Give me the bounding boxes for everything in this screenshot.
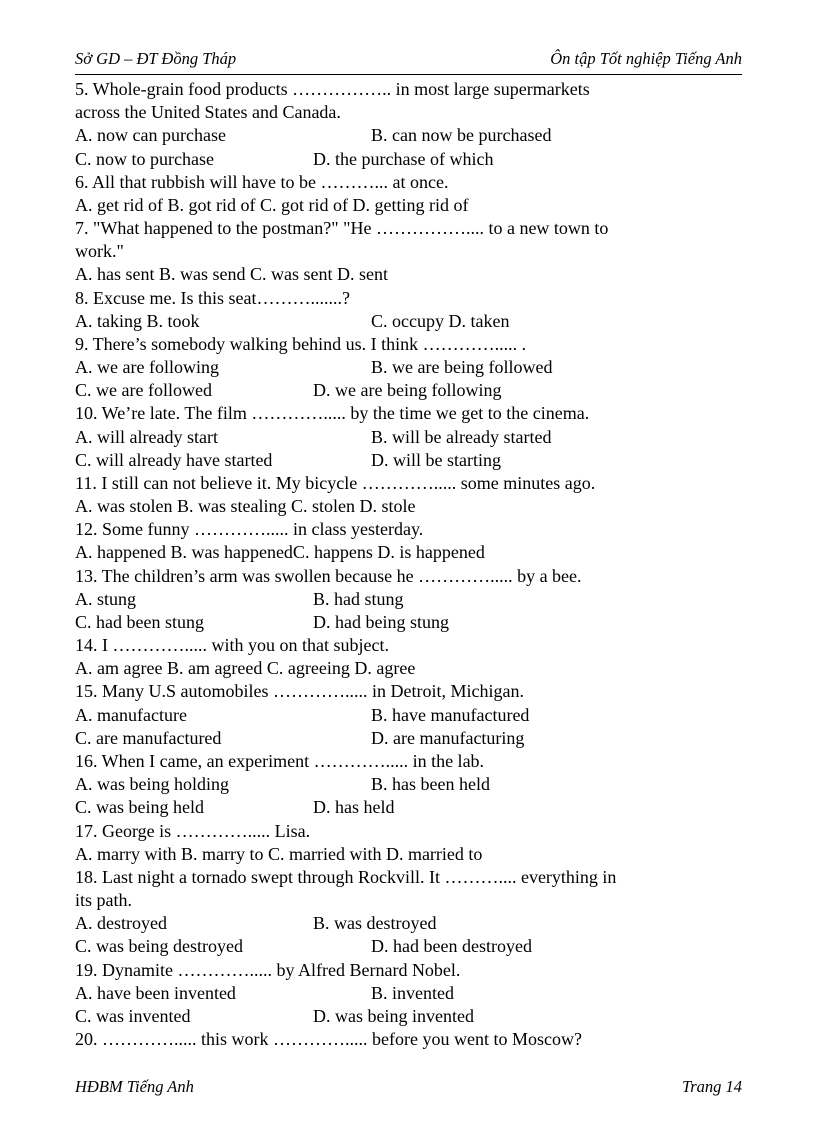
line-text: 9. There’s somebody walking behind us. I think …………..... . — [75, 333, 527, 354]
option-line — [75, 773, 745, 796]
line-text: A. manufacture — [75, 704, 187, 725]
text-line — [75, 194, 745, 217]
option-line — [75, 148, 745, 171]
option-line — [75, 982, 745, 1005]
line-text-col2: D. had been destroyed — [371, 936, 532, 957]
footer-left: HĐBM Tiếng Anh — [75, 1077, 194, 1096]
option-line — [75, 379, 745, 402]
option-line — [75, 727, 745, 750]
option-line — [75, 912, 745, 935]
option-line — [75, 796, 745, 819]
text-line — [75, 565, 745, 588]
line-text: 5. Whole-grain food products …………….. in most large supermarkets — [75, 79, 590, 99]
line-text-col2: D. will be starting — [371, 449, 501, 470]
line-text: A. have been invented — [75, 982, 236, 1003]
text-line — [75, 101, 745, 124]
page-header — [75, 49, 742, 69]
header-right: Ôn tập Tốt nghiệp Tiếng Anh — [550, 49, 742, 68]
line-text: 8. Excuse me. Is this seat……….......? — [75, 287, 350, 308]
text-line — [75, 820, 745, 843]
option-line — [75, 310, 745, 333]
line-text: 12. Some funny …………..... in class yesterday. — [75, 519, 424, 540]
line-text-col2: D. was being invented — [313, 1005, 474, 1026]
line-text: across the United States and Canada. — [75, 102, 341, 123]
line-text-col2: B. invented — [371, 982, 454, 1003]
option-line — [75, 704, 745, 727]
line-text: 13. The children’s arm was swollen because he …………..... by a bee. — [75, 565, 582, 586]
line-text-col2: B. had stung — [313, 588, 404, 609]
line-text-col2: B. we are being followed — [371, 357, 553, 378]
line-text: 15. Many U.S automobiles …………..... in Detroit, Michigan. — [75, 681, 524, 702]
text-line — [75, 843, 745, 866]
line-text: A. was being holding — [75, 774, 229, 795]
text-line — [75, 889, 745, 912]
option-line — [75, 611, 745, 634]
text-line — [75, 402, 745, 425]
line-text: its path. — [75, 890, 132, 911]
line-text-col2: D. has held — [313, 797, 395, 818]
line-text: C. now to purchase — [75, 148, 214, 169]
line-text: 17. George is …………..... Lisa. — [75, 820, 311, 841]
text-line — [75, 240, 745, 263]
text-line — [75, 171, 745, 194]
line-text: A. will already start — [75, 426, 218, 447]
text-line — [75, 680, 745, 703]
line-text-col2: B. was destroyed — [313, 913, 437, 934]
line-text: 14. I …………..... with you on that subject. — [75, 635, 389, 656]
line-text-col2: B. has been held — [371, 774, 490, 795]
line-text: 19. Dynamite …………..... by Alfred Bernard Nobel. — [75, 959, 461, 980]
text-line — [75, 472, 745, 495]
line-text: A. am agree B. am agreed C. agreeing D. agree — [75, 658, 416, 679]
line-text: 10. We’re late. The film …………..... by the time we get to the cinema. — [75, 403, 590, 424]
text-line — [75, 959, 745, 982]
text-line — [75, 866, 745, 889]
line-text-col2: B. will be already started — [371, 426, 552, 447]
line-text: A. marry with B. marry to C. married with D. married to — [75, 843, 483, 864]
line-text: C. we are followed — [75, 380, 212, 401]
option-line — [75, 935, 745, 958]
line-text-col2: C. occupy D. taken — [371, 310, 510, 331]
line-text: 20. …………..... this work …………..... before you went to Moscow? — [75, 1029, 582, 1050]
line-text: A. now can purchase — [75, 125, 226, 146]
header-left: Sở GD – ĐT Đồng Tháp — [75, 49, 237, 68]
line-text: A. stung — [75, 588, 137, 609]
line-text: C. was being destroyed — [75, 936, 243, 957]
line-text: A. destroyed — [75, 913, 167, 934]
text-line — [75, 1028, 745, 1051]
option-line — [75, 426, 745, 449]
option-line — [75, 588, 745, 611]
line-text: A. happened B. was happenedC. happens D. is happened — [75, 542, 485, 563]
text-line — [75, 495, 745, 518]
line-text-col2: D. are manufacturing — [371, 727, 525, 748]
text-line — [75, 518, 745, 541]
line-text: A. has sent B. was send C. was sent D. sent — [75, 264, 388, 285]
line-text: C. was being held — [75, 797, 204, 818]
line-text: A. get rid of B. got rid of C. got rid of D. getting rid of — [75, 194, 469, 215]
line-text: 6. All that rubbish will have to be ………... at once. — [75, 171, 449, 192]
line-text: 7. "What happened to the postman?" "He …………….... to a new town to — [75, 218, 609, 239]
line-text: A. we are following — [75, 357, 219, 378]
text-line — [75, 217, 745, 240]
option-line — [75, 449, 745, 472]
option-line — [75, 356, 745, 379]
line-text: work." — [75, 241, 124, 262]
line-text: 11. I still can not believe it. My bicycle …………..... some minutes ago. — [75, 472, 596, 493]
line-text-col2: D. the purchase of which — [313, 148, 494, 169]
header-rule — [75, 74, 742, 75]
option-line — [75, 1005, 745, 1028]
line-text: C. are manufactured — [75, 727, 222, 748]
line-text: A. taking B. took — [75, 310, 200, 331]
line-text: A. was stolen B. was stealing C. stolen D. stole — [75, 496, 416, 517]
line-text: C. was invented — [75, 1005, 191, 1026]
line-text: 16. When I came, an experiment …………..... in the lab. — [75, 750, 485, 771]
line-text-col2: B. can now be purchased — [371, 125, 552, 146]
text-line — [75, 287, 745, 310]
text-line — [75, 333, 745, 356]
text-line — [75, 657, 745, 680]
text-line — [75, 541, 745, 564]
text-line — [75, 263, 745, 286]
line-text: C. had been stung — [75, 611, 204, 632]
page-footer — [75, 1077, 742, 1097]
line-text-col2: B. have manufactured — [371, 704, 530, 725]
line-text-col2: D. we are being following — [313, 380, 502, 401]
document-body — [75, 78, 745, 1051]
text-line — [75, 750, 745, 773]
option-line — [75, 124, 745, 147]
footer-right: Trang 14 — [681, 1077, 742, 1096]
line-text-col2: D. had being stung — [313, 611, 449, 632]
line-text: 18. Last night a tornado swept through Rockvill. It ……….... everything in — [75, 866, 617, 887]
text-line — [75, 78, 745, 101]
line-text: C. will already have started — [75, 449, 273, 470]
text-line — [75, 634, 745, 657]
